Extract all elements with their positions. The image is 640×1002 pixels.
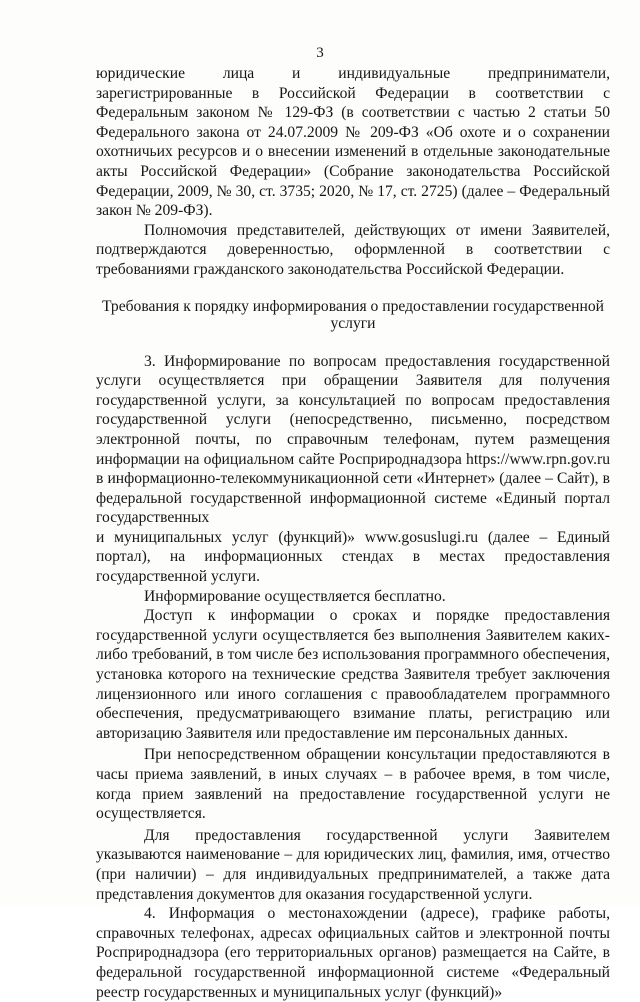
paragraph-representatives-powers: Полномочия представителей, действующих от имени Заявителей, подтверждаются доверенностью, оформленной в соответствии с требованиями гражданского законодательства Российской Федерации. <box>96 221 610 278</box>
document-body <box>96 64 610 1002</box>
paragraph-access-to-information: Доступ к информации о сроках и порядке предоставления государственной услуги осуществляется без выполнения Заявителем каких-либо требований, в том числе без использования программного обеспечения, установка которого на технические средства Заявителя требует заключения лицензионного или иного соглашения с правообладателем программного обеспечения, предусматривающего взимание платы, регистрацию или авторизацию Заявителя или предоставление им персональных данных. <box>96 607 610 742</box>
paragraph-item-3-continued: и муниципальных услуг (функций)» www.gosuslugi.ru (далее – Единый портал), на информационных стендах в местах предоставления государственной услуги. <box>96 528 610 586</box>
paragraph-free-of-charge: Информирование осуществляется бесплатно. <box>144 587 446 605</box>
paragraph-item-3: 3. Информирование по вопросам предоставления государственной услуги осуществляется при обращении Заявителя для получения государственной услуги, за консультацией по вопросам предоставления государственной услуги (непосредственно, письменно, посредством электронной почты, по справочным телефонам, путем размещения информации на официальном сайте Росприроднадзора https://www.rpn.gov.ru в информационно-телекоммуникационной сети «Интернет» (далее – Сайт), в федеральной государственной информационной системе «Единый портал государственных <box>96 352 610 527</box>
page-number: 3 <box>316 45 324 61</box>
paragraph-direct-consultation: При непосредственном обращении консультации предоставляются в часы приема заявлений, в иных случаях – в рабочее время, в том числе, когда прием заявлений на предоставление государственной услуги не осуществляется. <box>96 746 610 823</box>
paragraph-item-4: 4. Информация о местонахождении (адресе), графике работы, справочных телефонах, адресах официальных сайтов и электронной почты Росприроднадзора (его территориальных органов) размещается на Сайте, в федеральной государственной информационной системе «Федеральный реестр государственных и муниципальных услуг (функций)» <box>96 905 610 1001</box>
paragraph-applicants-legal-entities: юридические лица и индивидуальные предприниматели, зарегистрированные в Российской Федерации в соответствии с Федеральным законом № 129-ФЗ (в соответствии с частью 2 статьи 50 Федерального закона от 24.07.2009 № 209-ФЗ «Об охоте и о сохранении охотничьих ресурсов и о внесении изменений в отдельные законодательные акты Российской Федерации» (Собрание законодательства Российской Федерации, 2009, № 30, ст. 3735; 2020, № 17, ст. 2725) (далее – Федеральный закон № 209-ФЗ). <box>96 65 610 220</box>
section-heading: Требования к порядку информирования о предоставлении государственной услуги <box>101 297 605 332</box>
paragraph-applicant-details: Для предоставления государственной услуги Заявителем указываются наименование – для юридических лиц, фамилия, имя, отчество (при наличии) – для индивидуальных предпринимателей, а также дата представления документов для оказания государственной услуги. <box>96 826 610 903</box>
